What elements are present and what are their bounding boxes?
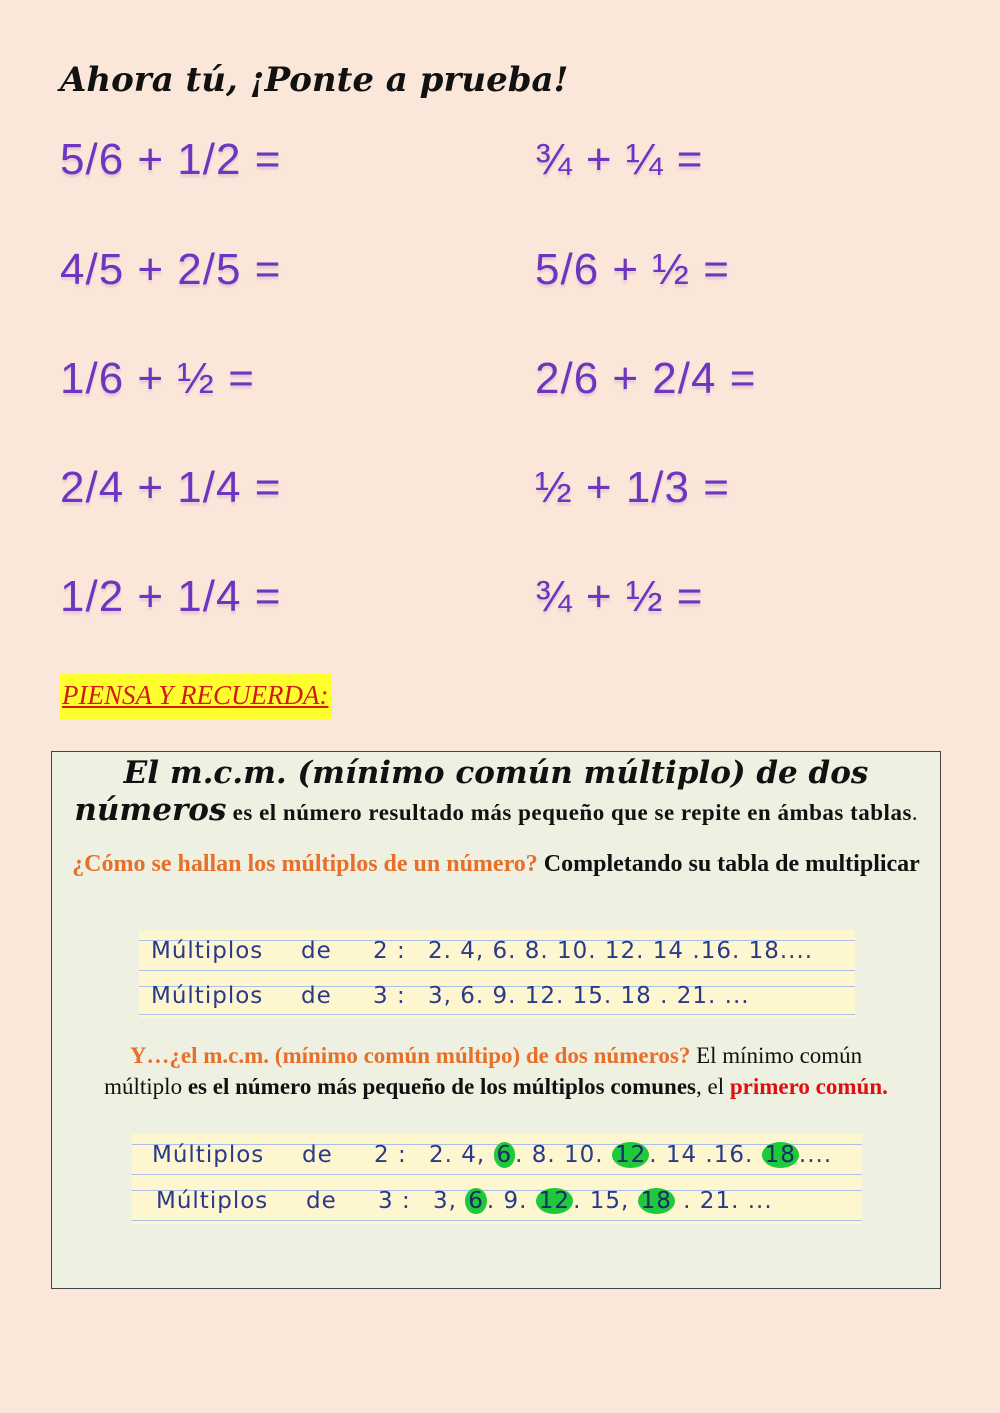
definition-text (68, 756, 924, 830)
common-multiple-highlight: 6 (465, 1188, 487, 1214)
question-mcm-plain1: El mínimo común múltiplo (104, 1043, 863, 1099)
multiples-de: de (306, 1188, 337, 1214)
common-multiple-highlight: 18 (638, 1188, 675, 1214)
multiples-de: de (301, 938, 332, 964)
multiples-de: de (302, 1142, 333, 1168)
exercise-item: 5/6 + ½ = (535, 245, 730, 294)
exercise-item: 1/6 + ½ = (60, 354, 255, 403)
multiples-values: .... (798, 1142, 833, 1168)
page-title: Ahora tú, ¡Ponte a prueba! (60, 60, 569, 100)
question-mcm-orange: Y…¿el m.c.m. (mínimo común múltipo) de dos números? (129, 1043, 691, 1068)
question-mcm-plain2: , el (696, 1074, 730, 1099)
question-multiples (72, 848, 920, 880)
multiples-de: de (301, 983, 332, 1009)
multiples-values: 3, 6. 9. 12. 15. 18 . 21. ... (428, 983, 750, 1009)
exercise-item: 1/2 + 1/4 = (60, 572, 282, 621)
common-multiple-highlight: 18 (762, 1142, 799, 1168)
definition-period: . (911, 800, 918, 825)
multiples-number: 2 : (373, 938, 406, 964)
multiples-values: 2. 4, 6. 8. 10. 12. 14 .16. 18.... (428, 938, 814, 964)
multiples-values: . 14 .16. (649, 1142, 762, 1168)
question-mcm-red: primero común. (729, 1074, 888, 1099)
notebook-row (151, 938, 813, 964)
multiples-label: Múltiplos (151, 983, 264, 1009)
multiples-label: Múltiplos (156, 1188, 269, 1214)
notebook-row (156, 1188, 773, 1214)
info-box (51, 751, 941, 1289)
common-multiple-highlight: 12 (536, 1188, 573, 1214)
exercise-item: 2/4 + 1/4 = (60, 463, 282, 512)
multiples-label: Múltiplos (151, 938, 264, 964)
definition-heading: El m.c.m. (mínimo común múltiplo) de dos números (74, 755, 869, 828)
multiples-number: 3 : (373, 983, 406, 1009)
common-multiple-highlight: 12 (612, 1142, 649, 1168)
question-multiples-orange: ¿Cómo se hallan los múltiplos de un número? (72, 851, 538, 877)
multiples-number: 2 : (374, 1142, 407, 1168)
multiples-values: . 15, (573, 1188, 638, 1214)
notebook-row (151, 983, 750, 1009)
exercise-item: 5/6 + 1/2 = (60, 135, 282, 184)
multiples-values: . 8. 10. (515, 1142, 612, 1168)
common-multiple-highlight: 6 (494, 1142, 516, 1168)
question-multiples-answer: Completando su tabla de multiplicar (537, 851, 920, 877)
reminder-heading: PIENSA Y RECUERDA: (60, 674, 332, 719)
exercise-item: 4/5 + 2/5 = (60, 245, 282, 294)
multiples-values: 2. 4, (429, 1142, 494, 1168)
exercise-item: ¾ + ½ = (535, 572, 704, 621)
exercise-item: 2/6 + 2/4 = (535, 354, 757, 403)
multiples-values: . 9. (486, 1188, 536, 1214)
notebook-row (152, 1142, 832, 1168)
notebook-image-2 (132, 1134, 862, 1224)
question-mcm-bold: es el número más pequeño de los múltiplos comunes (187, 1074, 696, 1099)
question-mcm (92, 1040, 900, 1102)
definition-rest: es el número resultado más pequeño que se repite en ámbas tablas (226, 800, 912, 825)
exercise-item: ½ + 1/3 = (535, 463, 730, 512)
exercise-item: ¾ + ¼ = (535, 135, 704, 184)
notebook-image-1 (139, 930, 855, 1018)
multiples-number: 3 : (378, 1188, 411, 1214)
multiples-values: . 21. ... (674, 1188, 773, 1214)
multiples-label: Múltiplos (152, 1142, 265, 1168)
multiples-values: 3, (433, 1188, 466, 1214)
